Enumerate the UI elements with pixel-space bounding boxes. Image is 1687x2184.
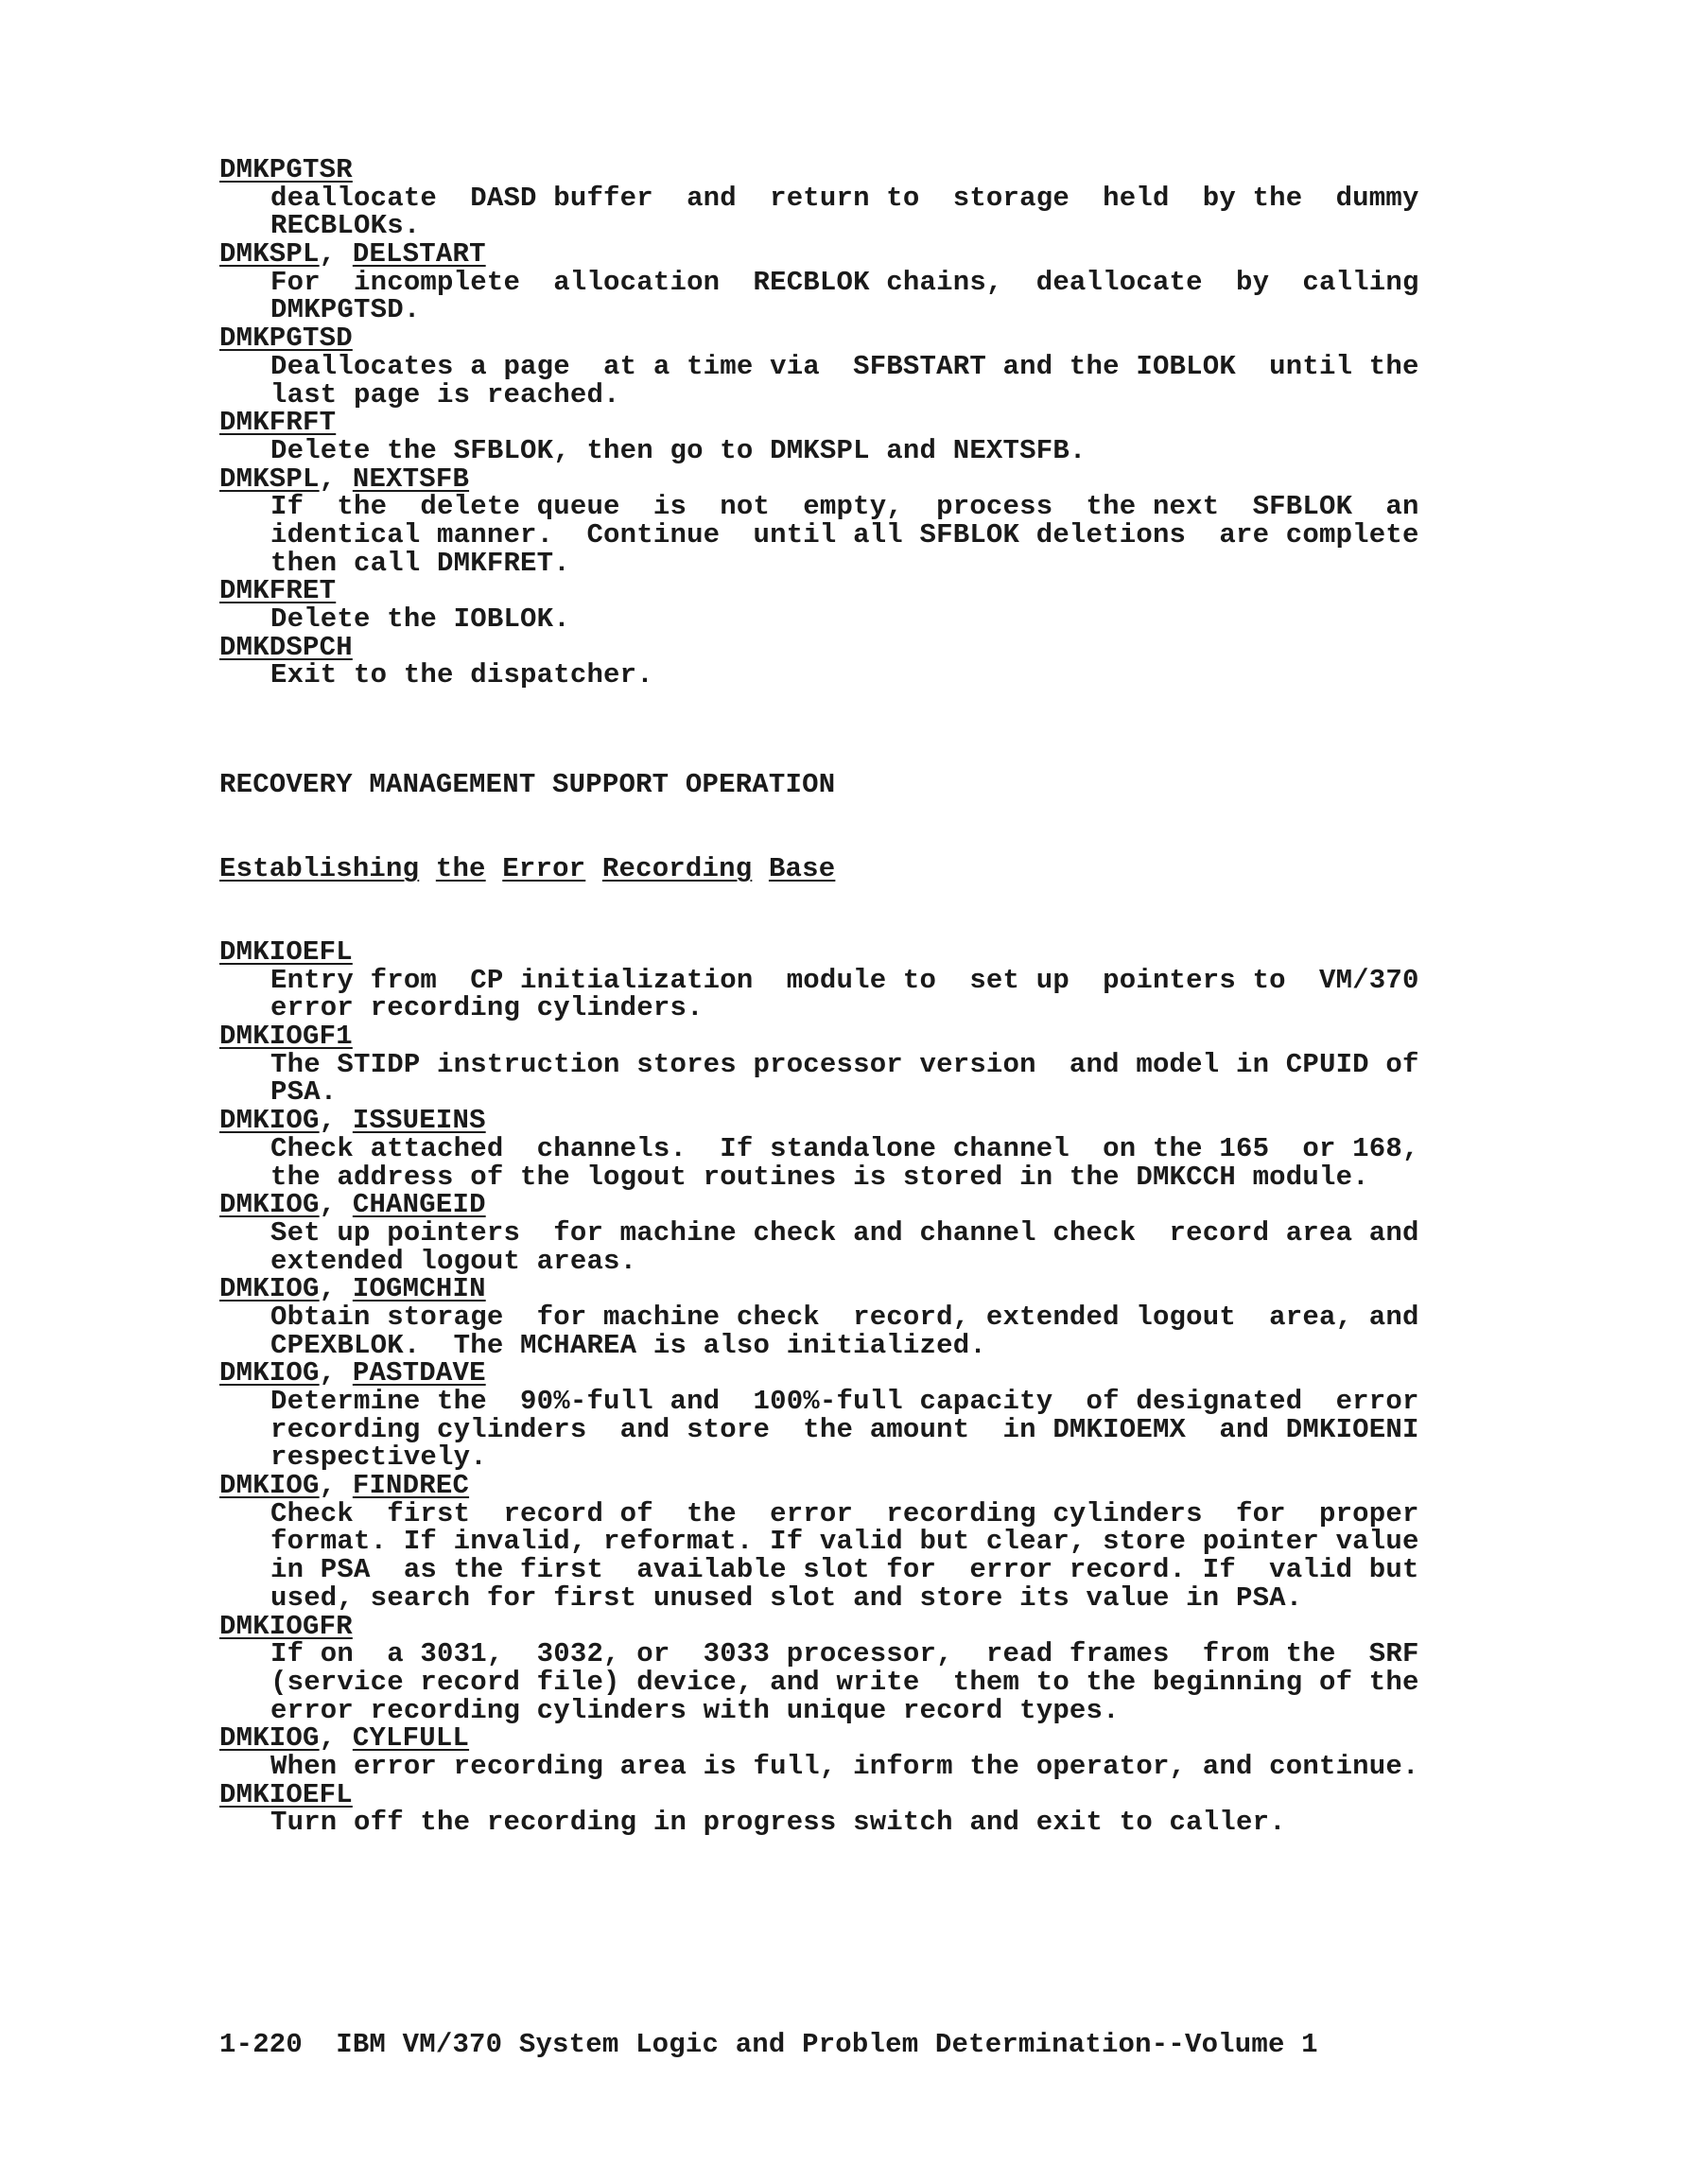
entry-point-name: IOGMCHIN bbox=[352, 1273, 486, 1305]
description-line: used, search for first unused slot and store its value in PSA. bbox=[270, 1581, 1303, 1614]
description-line: the address of the logout routines is stored in the DMKCCH module. bbox=[270, 1161, 1369, 1193]
entry-point-name: NEXTSFB bbox=[352, 463, 470, 495]
description-line: RECBLOKs. bbox=[270, 210, 421, 242]
module-name: DMKIOEFL bbox=[219, 1778, 353, 1810]
module-name: DMKPGTSR bbox=[219, 154, 353, 185]
description-line: If on a 3031, 3032, or 3033 processor, read frames from the SRF bbox=[270, 1638, 1419, 1670]
description-line: Check first record of the error recording cylinders for proper bbox=[270, 1497, 1419, 1529]
label-separator: , bbox=[319, 1357, 353, 1389]
description-line: format. If invalid, reformat. If valid but clear, store pointer value bbox=[270, 1526, 1419, 1558]
procedure-list-top bbox=[219, 156, 1505, 690]
entry-point-name: DELSTART bbox=[352, 238, 486, 271]
description-line: For incomplete allocation RECBLOK chains, deallocate by calling bbox=[270, 266, 1419, 298]
description-line: Obtain storage for machine check record, extended logout area, and bbox=[270, 1301, 1419, 1333]
subheading-word: Error bbox=[502, 853, 586, 884]
description-line: Turn off the recording in progress switch and exit to caller. bbox=[270, 1807, 1286, 1839]
entry-point-name: ISSUEINS bbox=[352, 1105, 486, 1137]
label-separator: , bbox=[319, 238, 353, 271]
module-name: DMKIOEFL bbox=[219, 936, 353, 968]
subheading-word: the bbox=[435, 853, 486, 884]
module-label bbox=[219, 240, 1505, 269]
module-label bbox=[219, 1107, 1505, 1135]
module-label bbox=[219, 1359, 1505, 1388]
description-line: Delete the IOBLOK. bbox=[270, 603, 570, 635]
entry-point-name: CHANGEID bbox=[352, 1189, 486, 1221]
module-name: DMKDSPCH bbox=[219, 631, 353, 663]
description-line: extended logout areas. bbox=[270, 1245, 637, 1277]
label-separator: , bbox=[319, 1470, 353, 1502]
description-line: then call DMKFRET. bbox=[270, 547, 570, 579]
module-label bbox=[219, 631, 1505, 663]
module-name: DMKIOG bbox=[219, 1273, 320, 1305]
module-label bbox=[219, 409, 1505, 437]
section-heading: RECOVERY MANAGEMENT SUPPORT OPERATION bbox=[219, 769, 836, 800]
description-line: Deallocates a page at a time via SFBSTART and the IOBLOK until the bbox=[270, 350, 1419, 382]
subsection-heading bbox=[219, 853, 835, 884]
description-line: respectively. bbox=[270, 1441, 487, 1474]
description-line: The STIDP instruction stores processor version and model in CPUID of bbox=[270, 1048, 1419, 1080]
description-line: Set up pointers for machine check and channel check record area and bbox=[270, 1216, 1419, 1249]
module-name: DMKIOG bbox=[219, 1722, 320, 1755]
description-line: error recording cylinders with unique record types. bbox=[270, 1694, 1120, 1726]
module-name: DMKFRET bbox=[219, 575, 337, 607]
entry-point-name: PASTDAVE bbox=[352, 1357, 486, 1389]
subheading-word: Establishing bbox=[219, 853, 420, 884]
module-name: DMKSPL bbox=[219, 238, 320, 271]
module-name: DMKIOG bbox=[219, 1470, 320, 1502]
entry-point-name: FINDREC bbox=[352, 1470, 470, 1502]
description-line: DMKPGTSD. bbox=[270, 294, 421, 326]
module-name: DMKPGTSD bbox=[219, 323, 353, 355]
module-name: DMKIOGF1 bbox=[219, 1021, 353, 1053]
description-line: Determine the 90%-full and 100%-full capacity of designated error bbox=[270, 1386, 1419, 1417]
subheading-word: Recording bbox=[601, 853, 753, 884]
description-line: If the delete queue is not empty, process the next SFBLOK an bbox=[270, 491, 1419, 523]
module-label bbox=[219, 156, 1505, 184]
module-label bbox=[219, 1191, 1505, 1219]
module-label bbox=[219, 465, 1505, 494]
description-line: PSA. bbox=[270, 1076, 338, 1109]
module-name: DMKIOG bbox=[219, 1189, 320, 1221]
label-separator: , bbox=[319, 463, 353, 495]
module-name: DMKIOGFR bbox=[219, 1610, 353, 1642]
module-name: DMKIOG bbox=[219, 1105, 320, 1137]
description-line: Entry from CP initialization module to set up pointers to VM/370 bbox=[270, 964, 1419, 996]
description-line: recording cylinders and store the amount in DMKIOEMX and DMKIOENI bbox=[270, 1413, 1419, 1445]
module-label bbox=[219, 1472, 1505, 1500]
subheading-word: Base bbox=[768, 853, 836, 884]
procedure-list-bottom bbox=[219, 938, 1505, 1837]
label-separator: , bbox=[319, 1105, 353, 1137]
module-label bbox=[219, 577, 1505, 605]
description-line: last page is reached. bbox=[270, 378, 620, 411]
module-name: DMKIOG bbox=[219, 1357, 320, 1389]
module-label bbox=[219, 324, 1505, 353]
entry-point-name: CYLFULL bbox=[352, 1722, 470, 1755]
module-label bbox=[219, 1610, 1505, 1642]
description-line: (service record file) device, and write them to the beginning of the bbox=[270, 1666, 1419, 1698]
description-line: deallocate DASD buffer and return to storage held by the dummy bbox=[270, 182, 1419, 214]
description-line: Delete the SFBLOK, then go to DMKSPL and NEXTSFB. bbox=[270, 434, 1087, 466]
description-line: CPEXBLOK. The MCHAREA is also initialized. bbox=[270, 1329, 986, 1361]
label-separator: , bbox=[319, 1189, 353, 1221]
module-name: DMKFRFT bbox=[219, 407, 337, 439]
module-label bbox=[219, 938, 1505, 967]
module-label bbox=[219, 1778, 1505, 1810]
description-line: When error recording area is full, inform the operator, and continue. bbox=[270, 1750, 1419, 1782]
module-name: DMKSPL bbox=[219, 463, 320, 495]
module-label bbox=[219, 1275, 1505, 1303]
description-line: in PSA as the first available slot for error record. If valid but bbox=[270, 1554, 1419, 1586]
page-footer: 1-220 IBM VM/370 System Logic and Problem Determination--Volume 1 bbox=[219, 2029, 1318, 2060]
module-label bbox=[219, 1724, 1505, 1753]
module-label bbox=[219, 1022, 1505, 1051]
description-line: Exit to the dispatcher. bbox=[270, 659, 653, 691]
description-line: error recording cylinders. bbox=[270, 992, 704, 1024]
label-separator: , bbox=[319, 1722, 353, 1755]
description-line: identical manner. Continue until all SFBLOK deletions are complete bbox=[270, 518, 1419, 550]
label-separator: , bbox=[319, 1273, 353, 1305]
description-line: Check attached channels. If standalone channel on the 165 or 168, bbox=[270, 1132, 1419, 1164]
